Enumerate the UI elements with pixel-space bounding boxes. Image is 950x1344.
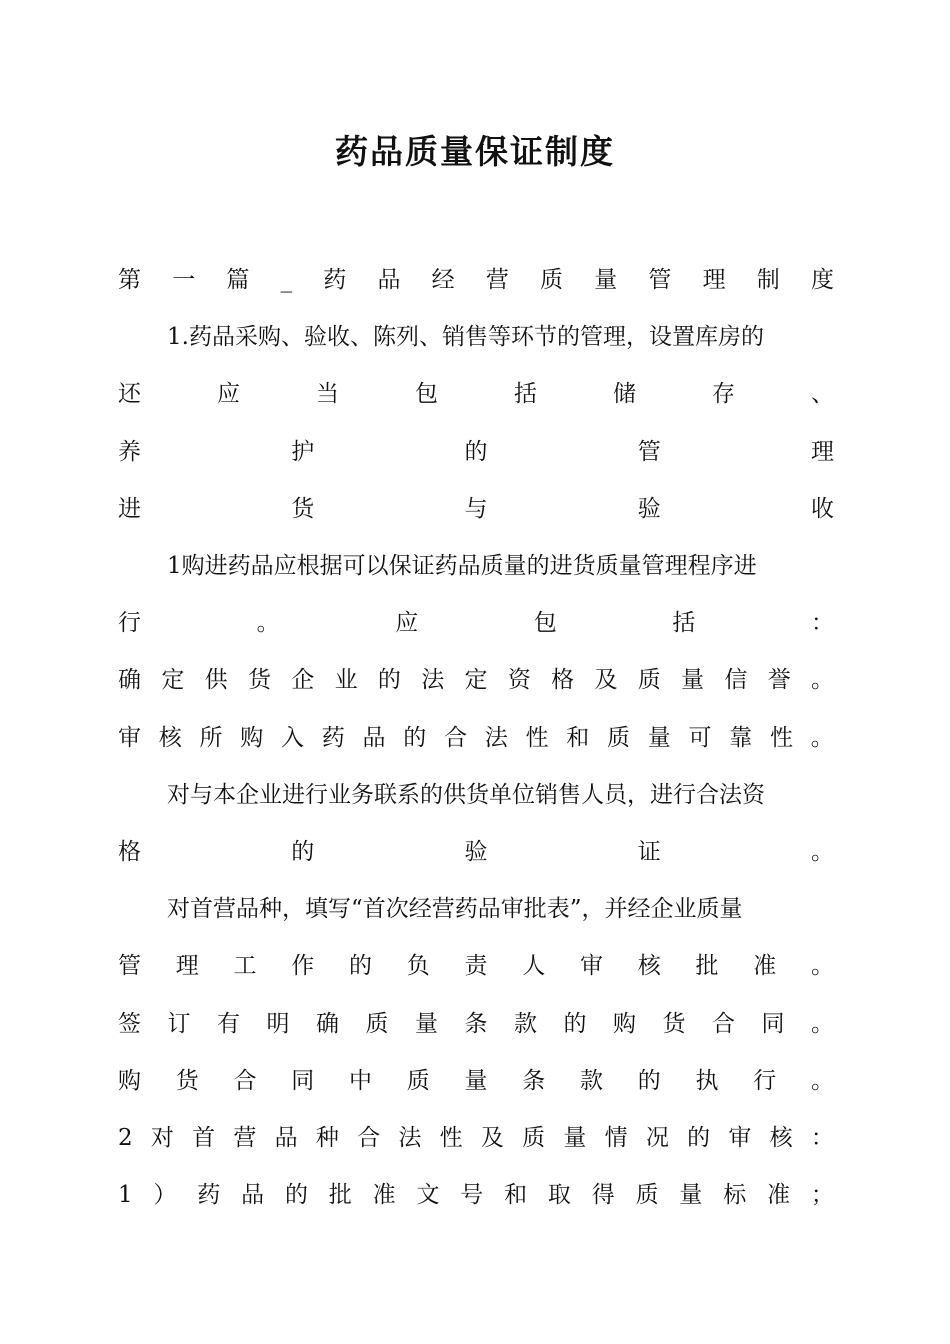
line-token: ） [153,1182,177,1209]
line-token: 审 [728,1125,752,1151]
line-token: 。 [810,724,834,751]
line-token: 况 [645,1125,669,1151]
line-token: ； [810,1182,834,1209]
line-token: 核 [769,1125,793,1151]
line-token: 号 [460,1182,484,1209]
body-line [118,260,834,300]
line-token: 营 [485,267,509,293]
line-token: 法 [484,724,508,751]
line-token: 和 [566,724,590,751]
line-token: 收 [811,495,834,522]
line-token: 包 [415,381,438,408]
line-token: 应 [395,610,419,637]
line-token: 责 [464,953,488,980]
line-token: 理 [175,953,199,980]
line-token: 行 [753,1067,777,1094]
line-token: 的 [687,1125,711,1151]
line-token: 一 [172,267,196,293]
line-token: 业 [334,667,358,694]
line-token: 的 [563,1010,587,1037]
line-token: 制 [756,267,780,293]
line-token: 存 [712,381,735,408]
line-token: 明 [266,1010,290,1037]
line-token: 合 [357,1125,381,1151]
body-line [118,603,834,643]
line-token: 、 [811,381,834,408]
line-token: 准 [767,1182,791,1209]
line-token: 合 [444,724,467,751]
line-token: 。 [811,1010,834,1037]
line-token: 度 [810,267,834,293]
line-token: 同 [291,1067,315,1094]
line-token: 养 [118,438,141,465]
line-token: 的 [291,839,315,865]
line-token: 批 [695,953,719,980]
line-token: 企 [291,667,315,694]
line-token: 与 [464,495,488,522]
body-line: 1.药品采购、验收、陈列、销售等环节的管理，设置库房的 [167,324,764,351]
line-token: 审 [118,724,141,751]
line-token: 作 [291,953,315,980]
line-token: 管 [118,953,141,980]
line-token: 验 [464,839,488,865]
body-line [118,946,834,986]
line-token: 同 [761,1010,785,1037]
line-token: 中 [349,1067,372,1094]
line-token: 量 [679,1182,703,1209]
body-line: 对首营品种，填写“首次经营药品审批表”，并经企业质量 [167,896,743,923]
line-token: 护 [291,438,315,465]
line-token: 药 [323,267,347,293]
line-token: 定 [161,667,185,694]
line-token: 应 [217,381,240,408]
line-token: 1 [118,1182,133,1209]
line-token: 资 [507,667,531,694]
line-token: 有 [217,1010,240,1037]
line-token: 订 [167,1010,191,1037]
line-token: 文 [416,1182,440,1209]
line-token: 靠 [729,724,753,751]
line-token: 量 [647,724,671,751]
body-line [118,1175,834,1215]
line-token: 款 [514,1010,537,1037]
line-token: 标 [723,1182,747,1209]
line-token: 执 [695,1067,719,1094]
line-token: 营 [233,1125,257,1151]
line-token: 。 [256,610,280,637]
line-token: 性 [439,1125,463,1151]
line-token: 的 [377,667,401,694]
line-token: 工 [233,953,257,980]
line-token: 篇 [226,267,250,293]
body-line [118,718,834,758]
line-token: 品 [241,1182,265,1209]
body-line: 对与本企业进行业务联系的供货单位销售人员，进行合法资 [167,781,765,808]
body-line [118,374,834,414]
line-token: 供 [204,667,228,694]
line-token: 管 [648,267,672,293]
line-token: 确 [118,667,141,694]
line-token: 量 [464,1067,488,1094]
document-title: 药品质量保证制度 [335,132,615,171]
line-token: 量 [415,1010,438,1037]
line-token: 。 [811,839,834,865]
body-line [118,1004,834,1044]
line-token: 核 [637,953,661,980]
line-token: 负 [406,953,430,980]
line-token: 性 [770,724,793,751]
line-token: 法 [421,667,445,694]
line-token: ： [810,1125,834,1151]
line-token: 情 [604,1125,628,1151]
line-token: 量 [563,1125,587,1151]
line-token: 进 [118,495,141,522]
line-token: 核 [158,724,182,751]
line-token: 理 [702,267,726,293]
line-token: 条 [522,1067,546,1094]
line-token: 及 [480,1125,504,1151]
line-token: 准 [372,1182,396,1209]
line-token: 当 [316,381,339,408]
body-line [118,432,834,472]
line-token: 定 [464,667,488,694]
line-token: 质 [635,1182,659,1209]
line-token: 信 [724,667,748,694]
line-token: 性 [525,724,549,751]
line-token: 及 [594,667,618,694]
line-token: 品 [377,267,401,293]
line-token: 量 [594,267,618,293]
line-token: 准 [753,953,777,980]
line-token: 得 [591,1182,615,1209]
line-token: 验 [637,495,661,522]
line-token: 格 [551,667,575,694]
line-token: 条 [464,1010,488,1037]
line-token: 经 [431,267,455,293]
line-token: 确 [316,1010,339,1037]
line-token: 人 [522,953,546,980]
line-token: 质 [637,667,661,694]
line-token: 储 [613,381,636,408]
line-token: 誉 [767,667,791,694]
line-token: 。 [811,953,834,980]
line-token: 款 [580,1067,603,1094]
line-token: 种 [315,1125,339,1151]
line-token: 货 [291,495,315,522]
line-token: 药 [197,1182,221,1209]
line-token: 货 [247,667,271,694]
line-token: 取 [547,1182,571,1209]
line-token: 管 [637,438,661,465]
line-token: 和 [504,1182,528,1209]
line-token: 法 [398,1125,422,1151]
line-token: 对 [150,1125,174,1151]
line-token: 还 [118,381,141,408]
line-token: 第 [118,267,141,293]
body-line [118,489,834,529]
line-token: 合 [712,1010,735,1037]
line-token: 的 [464,438,488,465]
line-token: 质 [607,724,630,751]
line-token: 入 [281,724,304,751]
line-token: 货 [175,1067,199,1094]
body-line [118,832,834,872]
line-token: 批 [328,1182,352,1209]
line-token: 。 [811,1067,834,1094]
line-token: 括 [514,381,537,408]
line-token: 可 [688,724,712,751]
line-token: 货 [662,1010,686,1037]
line-token: 药 [321,724,345,751]
line-token: 质 [540,267,563,293]
line-token: _ [280,267,293,293]
line-token: 购 [613,1010,636,1037]
line-token: 行 [118,610,141,637]
line-token: 量 [681,667,705,694]
line-token: 首 [192,1125,216,1151]
line-token: 的 [403,724,427,751]
line-token: 购 [118,1067,141,1094]
line-token: 品 [274,1125,298,1151]
line-token: 质 [406,1067,430,1094]
line-token: 的 [349,953,372,980]
line-token: 2 [118,1125,133,1151]
line-token: 格 [118,839,141,865]
line-token: 质 [522,1125,546,1151]
line-token: 签 [118,1010,141,1037]
line-token: 。 [811,667,834,694]
body-line: 1购进药品应根据可以保证药品质量的进货质量管理程序进 [167,553,757,579]
body-line [118,1061,834,1101]
line-token: 包 [533,610,557,637]
line-token: 质 [365,1010,389,1037]
line-token: 品 [362,724,386,751]
line-token: 理 [811,438,834,465]
line-token: 的 [284,1182,308,1209]
line-token: 购 [240,724,264,751]
line-token: 括 [672,610,696,637]
line-token: 合 [233,1067,257,1094]
body-line [118,1118,834,1158]
line-token: 证 [637,839,661,865]
line-token: 的 [637,1067,661,1094]
line-token: 所 [199,724,223,751]
body-line [118,660,834,700]
line-token: ： [810,610,834,637]
line-token: 审 [580,953,603,980]
